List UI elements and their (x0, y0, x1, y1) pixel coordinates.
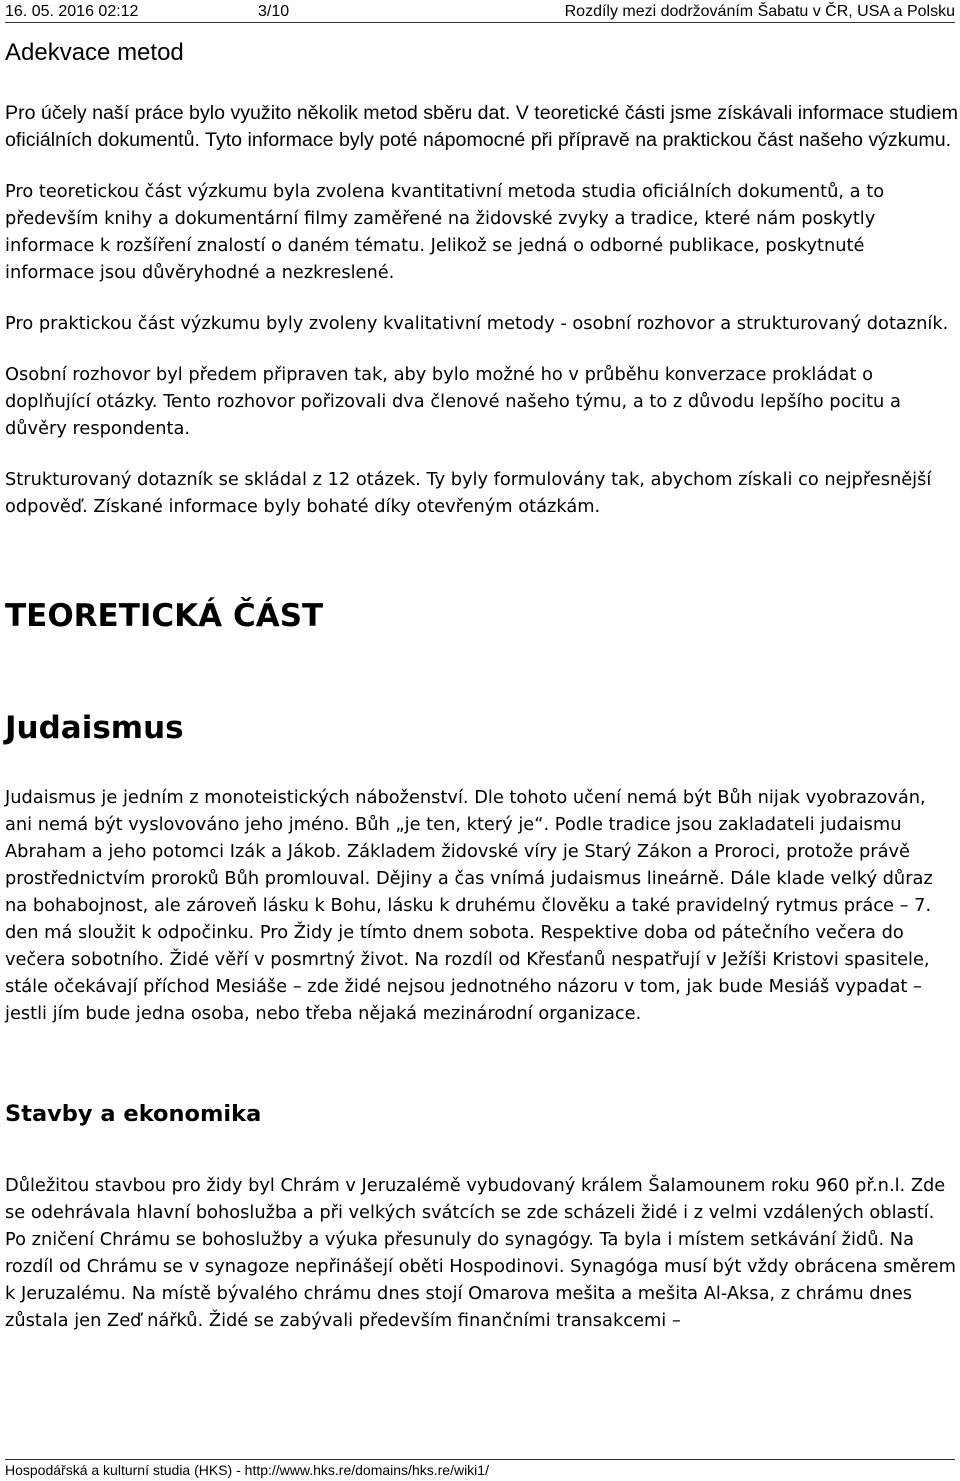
part-heading-theory: TEORETICKÁ ČÁST (5, 598, 324, 634)
section-heading-judaism: Judaismus (5, 710, 184, 746)
page-header (5, 2, 955, 23)
document-title: Rozdíly mezi dodržováním Šabatu v ČR, USA a Polsku (564, 3, 955, 20)
paragraph: Osobní rozhovor byl předem připraven tak, aby bylo možné ho v průběhu konverzace prokládat o doplňující otázky. Tento rozhovor pořizovali dva členové našeho týmu, a to z důvodu lepšího pocitu a důvěry respondenta. (5, 364, 901, 439)
footer-source: Hospodářská a kulturní studia (HKS) - http://www.hks.re/domains/hks.re/wiki1/ (5, 1462, 489, 1478)
page-footer (5, 1459, 955, 1480)
paragraph: Důležitou stavbou pro židy byl Chrám v Jeruzalémě vybudovaný králem Šalamounem roku 960 př.n.l. Zde se odehrávala hlavní bohoslužba a při velkých svátcích se zde scházeli židé i z velmi vzdálených oblastí. Po zničení Chrámu se bohoslužby a výuka přesunuly do synagógy. Ta byla i místem setkávání židů. Na rozdíl od Chrámu se v synagoze nepřinášejí oběti Hospodinovi. Synagóga musí být vždy obrácena směrem k Jeruzalému. Na místě bývalého chrámu dnes stojí Omarova mešita a mešita Al-Aksa, z chrámu dnes zůstala jen Zeď nářků. Židé se zabývali především finančními transakcemi – (5, 1175, 956, 1331)
paragraph: Pro účely naší práce bylo využito několik metod sběru dat. V teoretické části jsme získávali informace studiem oficiálních dokumentů. Tyto informace byly poté nápomocné při přípravě na praktickou část našeho výzkumu. (5, 102, 958, 151)
section-heading-buildings: Stavby a ekonomika (5, 1101, 262, 1127)
paragraph: Pro teoretickou část výzkumu byla zvolena kvantitativní metoda studia oficiálních dokumentů, a to především knihy a dokumentární filmy zaměřené na židovské zvyky a tradice, které nám poskytly informace k rozšíření znalostí o daném tématu. Jelikož se jedná o odborné publikace, poskytnuté informace jsou důvěryhodné a nezkreslené. (5, 181, 885, 283)
page-number: 3/10 (258, 3, 290, 20)
paragraph: Judaismus je jedním z monoteistických náboženství. Dle tohoto učení nemá být Bůh nijak vyobrazován, ani nemá být vyslovováno jeho jméno. Bůh „je ten, který je“. Podle tradice jsou zakladateli judaismu Abraham a jeho potomci Izák a Jákob. Základem židovské víry je Starý Zákon a Proroci, protože právě prostřednictvím proroků Bůh promlouval. Dějiny a čas vnímá judaismus lineárně. Dále klade velký důraz na bohabojnost, ale zároveň lásku k Bohu, lásku k druhému člověku a také pravidelný rytmus práce – 7. den má sloužit k odpočinku. Pro Židy je tímto dnem sobota. Respektive doba od pátečního večera do večera sobotního. Židé věří v posmrtný život. Na rozdíl od Křesťanů nespatřují v Ježíši Kristovi spasitele, stále očekávají příchod Mesiáše – zde židé nejsou jednotného názoru v tom, jak bude Mesiáš vypadat – jestli jím bude jedna osoba, nebo třeba nějaká mezinárodní organizace. (5, 787, 933, 1024)
paragraph: Pro praktickou část výzkumu byly zvoleny kvalitativní metody - osobní rozhovor a strukturovaný dotazník. (5, 313, 949, 334)
paragraph: Strukturovaný dotazník se skládal z 12 otázek. Ty byly formulovány tak, abychom získali co nejpřesnější odpověď. Získané informace byly bohaté díky otevřeným otázkám. (5, 469, 932, 517)
print-date: 16. 05. 2016 02:12 (5, 3, 139, 20)
section-heading-methods: Adekvace metod (5, 39, 184, 66)
page-content (5, 36, 958, 1334)
